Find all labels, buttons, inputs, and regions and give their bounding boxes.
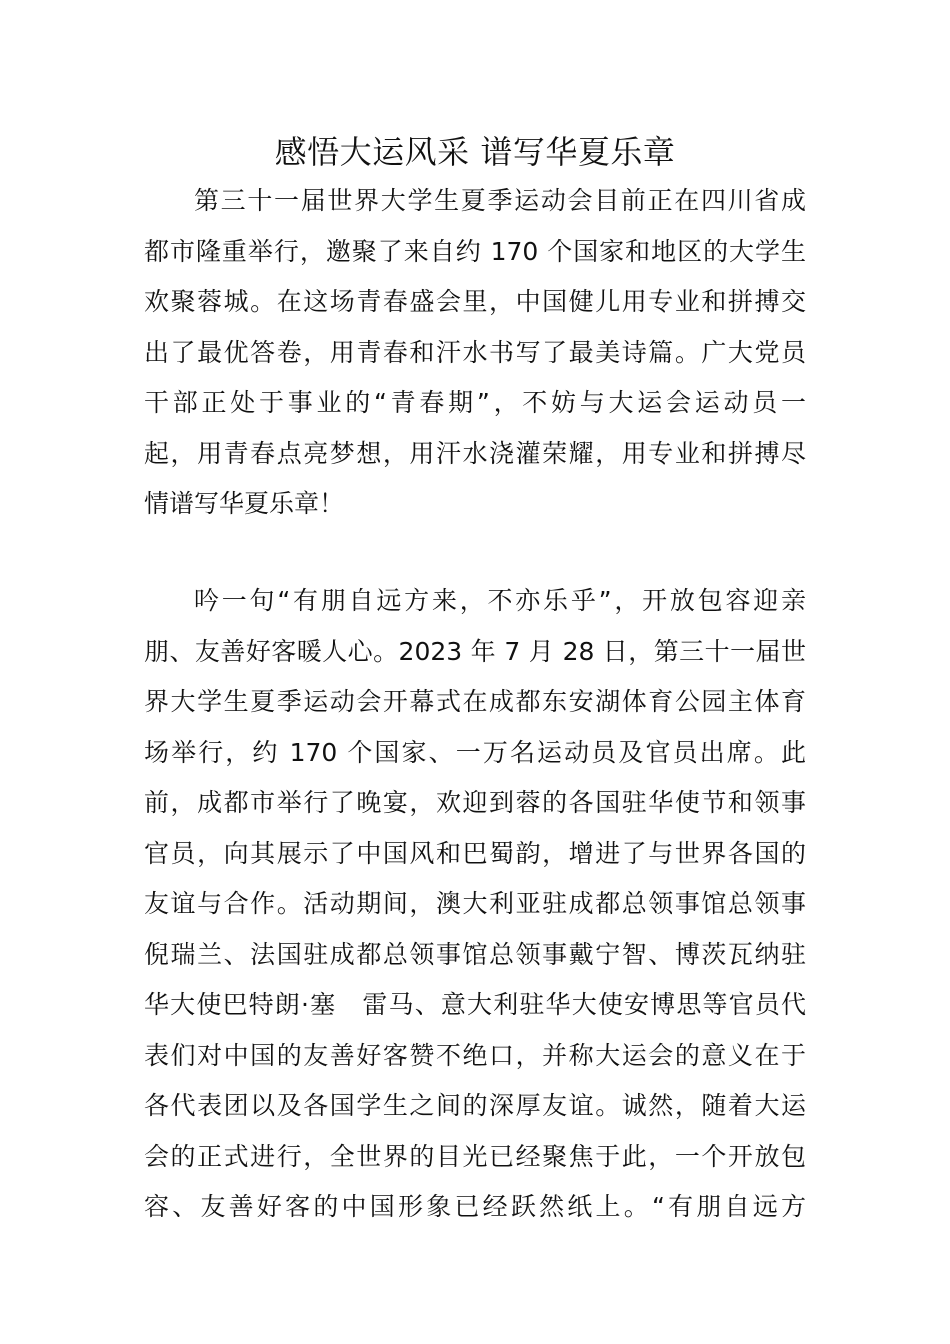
paragraph-line: 都市隆重举行，邀聚了来自约 170 个国家和地区的大学生 [144, 236, 806, 266]
paragraph-line: 会的正式进行，全世界的目光已经聚焦于此，一个开放包 [144, 1141, 806, 1171]
paragraph-line: 前，成都市举行了晚宴，欢迎到蓉的各国驻华使节和领事 [144, 788, 806, 817]
paragraph-line: 友谊与合作。活动期间，澳大利亚驻成都总领事馆总领事 [144, 889, 806, 918]
paragraph-line: 起，用青春点亮梦想，用汗水浇灌荣耀，用专业和拼搏尽 [144, 438, 806, 468]
paragraph-line: 出了最优答卷，用青春和汗水书写了最美诗篇。广大党员 [144, 337, 806, 367]
paragraph-line: 朋、友善好客暖人心。2023 年 7 月 28 日，第三十一届世 [144, 636, 806, 666]
paragraph-line: 华大使巴特朗·塞 雷马、意大利驻华大使安博思等官员代 [144, 990, 806, 1019]
paragraph-line: 界大学生夏季运动会开幕式在成都东安湖体育公园主体育 [144, 687, 806, 716]
paragraph-line: 第三十一届世界大学生夏季运动会目前正在四川省成 [194, 186, 806, 215]
paragraph-line: 官员，向其展示了中国风和巴蜀韵，增进了与世界各国的 [144, 838, 806, 868]
paragraph-line: 欢聚蓉城。在这场青春盛会里，中国健儿用专业和拼搏交 [144, 287, 806, 316]
paragraph-2 [144, 576, 806, 1233]
paragraph-line: 干部正处于事业的“青春期”，不妨与大运会运动员一 [144, 388, 806, 417]
paragraph-line: 吟一句“有朋自远方来，不亦乐乎”，开放包容迎亲 [194, 586, 806, 615]
document-title: 感悟大运风采 谱写华夏乐章 [274, 133, 676, 171]
paragraph-line: 场举行，约 170 个国家、一万名运动员及官员出席。此 [144, 737, 806, 767]
paragraph-line: 倪瑞兰、法国驻成都总领事馆总领事戴宁智、博茨瓦纳驻 [144, 939, 806, 969]
paragraph-line: 情谱写华夏乐章！ [144, 489, 345, 518]
paragraph-line: 各代表团以及各国学生之间的深厚友谊。诚然，随着大运 [144, 1091, 806, 1120]
paragraph-1 [144, 176, 806, 530]
paragraph-line: 容、友善好客的中国形象已经跃然纸上。“有朋自远方 [144, 1192, 806, 1221]
paragraph-line: 表们对中国的友善好客赞不绝口，并称大运会的意义在于 [144, 1040, 806, 1070]
